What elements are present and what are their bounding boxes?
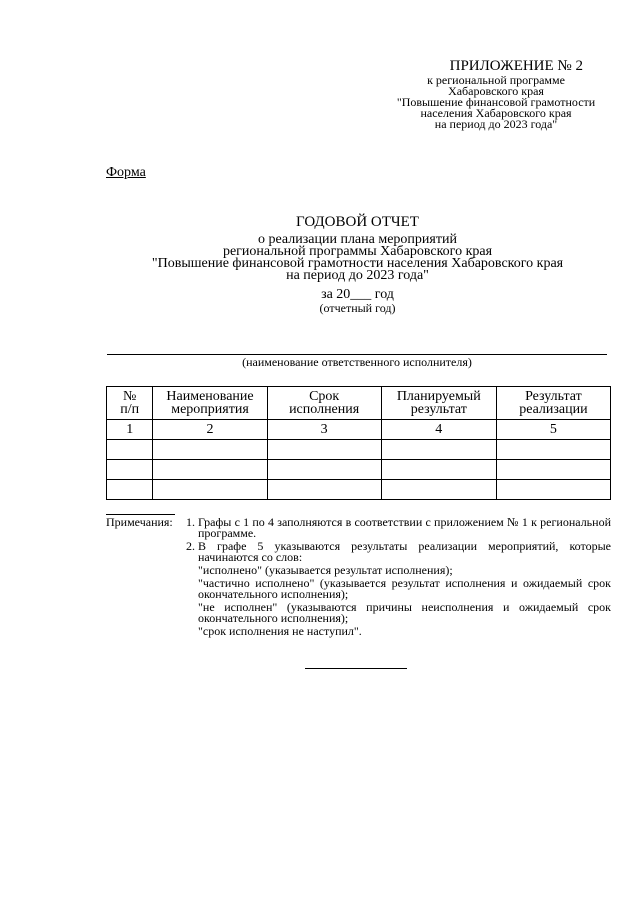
report-table: [106, 386, 611, 500]
header-event-name: [153, 387, 267, 420]
note-sub-item: "частично исполнено" (указывается результат исполнения и ожидаемый срок окончательного исполнения);: [198, 576, 611, 601]
table-cell[interactable]: [153, 480, 267, 500]
column-number: 2: [153, 420, 267, 440]
notes-label: Примечания:: [106, 515, 173, 529]
table-cell[interactable]: [381, 440, 496, 460]
appendix-line: населения Хабаровского края: [420, 106, 572, 120]
form-label: Форма: [106, 165, 146, 180]
table-cell[interactable]: [107, 480, 153, 500]
table-number-row: [107, 420, 611, 440]
appendix-title: ПРИЛОЖЕНИЕ № 2: [449, 58, 583, 74]
table-cell[interactable]: [496, 480, 610, 500]
table-cell[interactable]: [267, 480, 381, 500]
column-number: 3: [267, 420, 381, 440]
report-subtitle-line: региональной программы Хабаровского края: [222, 244, 493, 259]
header-text: №: [123, 389, 137, 404]
table-header-row: [107, 387, 611, 420]
column-number: 5: [496, 420, 610, 440]
header-text: мероприятия: [171, 402, 249, 417]
appendix-block: [381, 58, 611, 130]
column-number: 1: [107, 420, 153, 440]
report-subtitle-line: "Повышение финансовой грамотности населения Хабаровского края: [151, 256, 564, 271]
header-planned-result: [381, 387, 496, 420]
table-row: [107, 480, 611, 500]
table-cell[interactable]: [107, 460, 153, 480]
header-text: реализации: [519, 402, 588, 417]
header-actual-result: [496, 387, 610, 420]
header-text: п/п: [120, 402, 140, 417]
note-number: 1.: [186, 515, 195, 529]
appendix-line: к региональной программе: [427, 73, 565, 87]
table-cell[interactable]: [267, 440, 381, 460]
report-year: за 20___ год: [321, 287, 394, 302]
notes-block: [106, 517, 611, 637]
note-item: [186, 539, 611, 638]
table-row: [107, 440, 611, 460]
table-cell[interactable]: [153, 460, 267, 480]
table-cell[interactable]: [153, 440, 267, 460]
table-cell[interactable]: [381, 480, 496, 500]
appendix-line: "Повышение финансовой грамотности: [396, 95, 596, 109]
note-number: 2.: [186, 539, 195, 553]
note-sub-item: "исполнено" (указывается результат исполнения);: [198, 563, 453, 577]
header-text: Наименование: [166, 389, 254, 404]
header-text: результат: [410, 402, 467, 417]
report-year-caption: (отчетный год): [319, 301, 396, 315]
appendix-line: на период до 2023 года": [434, 117, 558, 131]
report-title: ГОДОВОЙ ОТЧЕТ: [296, 214, 419, 230]
header-deadline: [267, 387, 381, 420]
header-text: Результат: [525, 389, 582, 404]
report-heading: [100, 213, 615, 314]
note-sub-item: "не исполнен" (указываются причины неисполнения и ожидаемый срок окончательного исполнения);: [198, 600, 611, 625]
table-cell[interactable]: [381, 460, 496, 480]
header-number: [107, 387, 153, 420]
table-cell[interactable]: [267, 460, 381, 480]
note-text: В графе 5 указываются результаты реализации мероприятий, которые начинаются со слов:: [198, 539, 611, 564]
column-number: 4: [381, 420, 496, 440]
appendix-line: Хабаровского края: [448, 84, 544, 98]
table-cell[interactable]: [107, 440, 153, 460]
executor-caption: (наименование ответственного исполнителя): [242, 355, 472, 369]
note-item: [186, 515, 611, 540]
closing-rule: [305, 668, 407, 669]
header-text: Срок: [309, 389, 340, 404]
table-row: [107, 460, 611, 480]
table-cell[interactable]: [496, 440, 610, 460]
header-text: исполнения: [289, 402, 360, 417]
header-text: Планируемый: [396, 389, 481, 404]
report-subtitle-line: о реализации плана мероприятий: [258, 232, 457, 247]
table-cell[interactable]: [496, 460, 610, 480]
note-sub-item: "срок исполнения не наступил".: [198, 624, 362, 638]
report-subtitle-line: на период до 2023 года": [286, 268, 429, 283]
note-text: Графы с 1 по 4 заполняются в соответствии с приложением № 1 к региональной программе.: [198, 515, 611, 540]
